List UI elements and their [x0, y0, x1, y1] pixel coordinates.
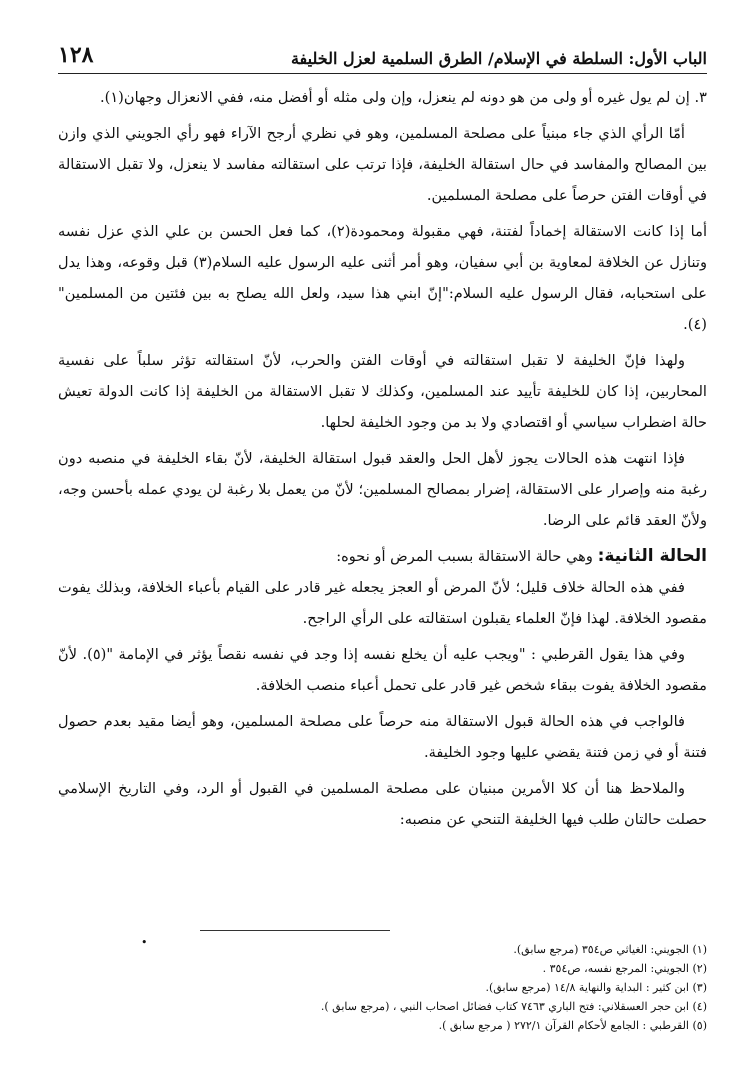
paragraph-illness: ففي هذه الحالة خلاف قليل؛ لأنّ المرض أو العجز يجعله غير قادر على القيام بأعباء الخلافة، وبذلك يفوت مقصود الخلافة. لهذا فإنّ العلماء يقبلون استقالته على الرأي الراجح.: [58, 579, 707, 627]
section-label: الحالة الثانية:: [597, 546, 707, 566]
running-header: [58, 32, 707, 68]
stray-mark: •: [141, 936, 148, 949]
footnote-item: (٢) الجويني: المرجع نفسه، ص٣٥٤ .: [542, 962, 707, 975]
footnote-item: (١) الجويني: الغياثي ص٣٥٤ (مرجع سابق).: [513, 943, 707, 956]
main-text: [58, 82, 707, 835]
chapter-title: الباب الأول: السلطة في الإسلام/ الطرق السلمية لعزل الخليفة: [290, 49, 707, 68]
paragraph-hasan-example: أما إذا كانت الاستقالة إخماداً لفتنة، فهي مقبولة ومحمودة(٢)، كما فعل الحسن بن علي الذي عزل نفسه وتنازل عن الخلافة لمعاوية بن أبي سفيان، وهو أمر أثنى عليه الرسول عليه السلام(٣) قبل وقوعه، وهذا يدل على استحبابه، فقال الرسول عليه السلام:"إنّ ابني هذا سيد، ولعل الله يصلح به بين فئتين من المسلمين"(٤).: [58, 223, 708, 333]
section-text: وهي حالة الاستقالة بسبب المرض أو نحوه:: [336, 548, 598, 565]
footnote-item: (٥) القرطبي : الجامع لأحكام القرآن ٢٧٢/١ ( مرجع سابق ).: [438, 1019, 707, 1032]
footnote-item: (٤) ابن حجر العسقلاني: فتح الباري ٧٤٦٣ كتاب فضائل اصحاب النبي ، (مرجع سابق ).: [320, 1000, 707, 1013]
footnote-item: (٣) ابن كثير : البداية والنهاية ١٤/٨ (مرجع سابق).: [485, 981, 707, 994]
section-heading: [58, 541, 707, 572]
paragraph-item-3: ٣. إن لم يول غيره أو ولى من هو دونه لم ينعزل، وإن ولى مثله أو أفضل منه، ففي الانعزال وجهان(١).: [99, 89, 707, 106]
footnote-divider: [200, 930, 390, 931]
paragraph-war-times: ولهذا فإنّ الخليفة لا تقبل استقالته في أوقات الفتن والحرب، لأنّ استقالته تؤثر سلباً على نفسية المحاربين، إذا كان للخليفة تأييد عند المسلمين، وكذلك لا تقبل الاستقالة من الخليفة إذا كانت الدولة تعيش حالة اضطراب سياسي أو اقتصادي ولا بد من وجود الخليفة لحلها.: [58, 352, 707, 431]
paragraph-juwayni-view: أمّا الرأي الذي جاء مبنياً على مصلحة المسلمين، وهو في نظري أرجح الآراء فهو رأي الجويني الذي وازن بين المصالح والمفاسد في حال استقالة الخليفة، فإذا ترتب على استقالته مفاسد لا ينعزل، ولا تقبل الاستقالة في أوقات الفتن حرصاً على مصلحة المسلمين.: [58, 125, 707, 204]
paragraph-historical-note: والملاحظ هنا أن كلا الأمرين مبنيان على مصلحة المسلمين في القبول أو الرد، وفي التاريخ الإسلامي حصلت حالتان طلب فيها الخليفة التنحي عن منصبه:: [58, 780, 707, 828]
paragraph-after-crisis: فإذا انتهت هذه الحالات يجوز لأهل الحل والعقد قبول استقالة الخليفة، لأنّ بقاء الخليفة في منصبه دون رغبة منه وإصرار على الاستقالة، إضرار بمصالح المسلمين؛ لأنّ من يعمل بلا رغبة لن يودي عمله بأحسن وجه، ولأنّ العقد قائم على الرضا.: [58, 450, 707, 529]
header-divider: [58, 73, 707, 74]
paragraph-obligation: فالواجب في هذه الحالة قبول الاستقالة منه حرصاً على مصلحة المسلمين، وهو أيضا مقيد بعدم حصول فتنة أو في زمن فتنة يقضي عليها وجود الخليفة.: [58, 713, 707, 761]
footnotes: [200, 940, 707, 1035]
paragraph-qurtubi: وفي هذا يقول القرطبي : "ويجب عليه أن يخلع نفسه إذا وجد في نفسه نقصاً يؤثر في الإمامة "(٥). لأنّ مقصود الخلافة يفوت ببقاء شخص غير قادر على تحمل أعباء منصب الخلافة.: [58, 646, 707, 694]
page-number: ١٢٨: [58, 42, 94, 68]
